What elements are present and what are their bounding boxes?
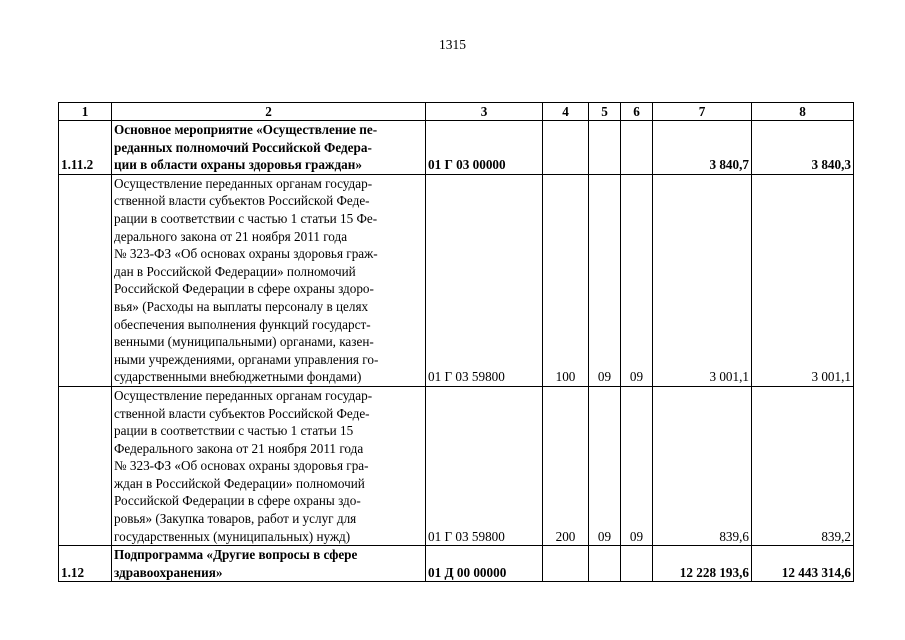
page-number: 1315: [439, 37, 466, 52]
row-col5: [589, 546, 621, 582]
row-col4: 200: [543, 386, 589, 545]
row-name-line: ждан в Российской Федерации» полномочий: [114, 475, 365, 491]
row-name-line: дан в Российской Федерации» полномочий: [114, 263, 356, 279]
row-name-line: № 323-ФЗ «Об основах охраны здоровья граж-: [114, 246, 378, 262]
row-value-8: 839,2: [752, 386, 854, 545]
row-name-line: венными (муниципальными) органами, казен-: [114, 334, 374, 350]
table-row: [59, 121, 854, 175]
row-name: [112, 386, 426, 545]
row-name-line: ственной власти субъектов Российской Феде-: [114, 405, 370, 421]
row-name-line: ции в области охраны здоровья граждан»: [114, 157, 362, 173]
row-col6: [621, 121, 653, 175]
row-value-8: 3 840,3: [752, 121, 854, 175]
row-code: 01 Г 03 59800: [426, 386, 543, 545]
row-value-7: 3 840,7: [653, 121, 752, 175]
row-col5: 09: [589, 174, 621, 386]
row-name: [112, 546, 426, 582]
row-value-7: 3 001,1: [653, 174, 752, 386]
header-cell: 8: [752, 103, 854, 121]
row-name: [112, 174, 426, 386]
row-col6: 09: [621, 386, 653, 545]
row-value-7: 12 228 193,6: [653, 546, 752, 582]
row-name-line: Подпрограмма «Другие вопросы в сфере: [114, 547, 358, 563]
header-cell: 4: [543, 103, 589, 121]
row-name-line: Осуществление переданных органам государ-: [114, 175, 373, 191]
row-name-line: дерального закона от 21 ноября 2011 года: [114, 228, 348, 244]
row-col6: [621, 546, 653, 582]
row-name-line: ровья» (Закупка товаров, работ и услуг для: [114, 511, 357, 527]
row-name-line: здравоохранения»: [114, 564, 223, 580]
row-name-line: ными учреждениями, органами управления го-: [114, 351, 379, 367]
row-name-line: Российской Федерации в сфере охраны здоро-: [114, 281, 374, 297]
row-code: 01 Г 03 00000: [426, 121, 543, 175]
table-row: [59, 174, 854, 386]
header-cell: 2: [112, 103, 426, 121]
row-name-line: Федерального закона от 21 ноября 2011 года: [114, 440, 364, 456]
row-name-line: рации в соответствии с частью 1 статьи 15 Фе-: [114, 210, 378, 226]
row-col4: 100: [543, 174, 589, 386]
header-cell: 3: [426, 103, 543, 121]
row-name-line: Основное мероприятие «Осуществление пе-: [114, 122, 378, 137]
row-col4: [543, 121, 589, 175]
row-name-line: реданных полномочий Российской Федера-: [114, 139, 372, 155]
row-col5: 09: [589, 386, 621, 545]
header-cell: 5: [589, 103, 621, 121]
row-code: 01 Г 03 59800: [426, 174, 543, 386]
row-col5: [589, 121, 621, 175]
row-name: [112, 121, 426, 175]
table-row: [59, 546, 854, 582]
row-name-line: рации в соответствии с частью 1 статьи 15: [114, 423, 354, 439]
header-cell: 6: [621, 103, 653, 121]
row-col4: [543, 546, 589, 582]
row-name-line: обеспечения выполнения функций государст-: [114, 316, 371, 332]
table-row: [59, 386, 854, 545]
row-number: [59, 386, 112, 545]
row-name-line: сударственными внебюджетными фондами): [114, 369, 362, 385]
row-value-7: 839,6: [653, 386, 752, 545]
row-name-line: ственной власти субъектов Российской Феде-: [114, 193, 370, 209]
row-name-line: № 323-ФЗ «Об основах охраны здоровья гра-: [114, 458, 369, 474]
budget-table: [58, 102, 854, 582]
row-code: 01 Д 00 00000: [426, 546, 543, 582]
header-cell: 1: [59, 103, 112, 121]
row-value-8: 12 443 314,6: [752, 546, 854, 582]
row-name-line: Осуществление переданных органам государ-: [114, 387, 373, 403]
row-name-line: государственных (муниципальных) нужд): [114, 528, 351, 544]
row-name-line: вья» (Расходы на выплаты персоналу в целях: [114, 298, 369, 314]
row-value-8: 3 001,1: [752, 174, 854, 386]
row-name-line: Российской Федерации в сфере охраны здо-: [114, 493, 361, 509]
row-number: [59, 174, 112, 386]
row-number: 1.11.2: [59, 121, 112, 175]
row-col6: 09: [621, 174, 653, 386]
header-cell: 7: [653, 103, 752, 121]
row-number: 1.12: [59, 546, 112, 582]
header-row: [59, 103, 854, 121]
